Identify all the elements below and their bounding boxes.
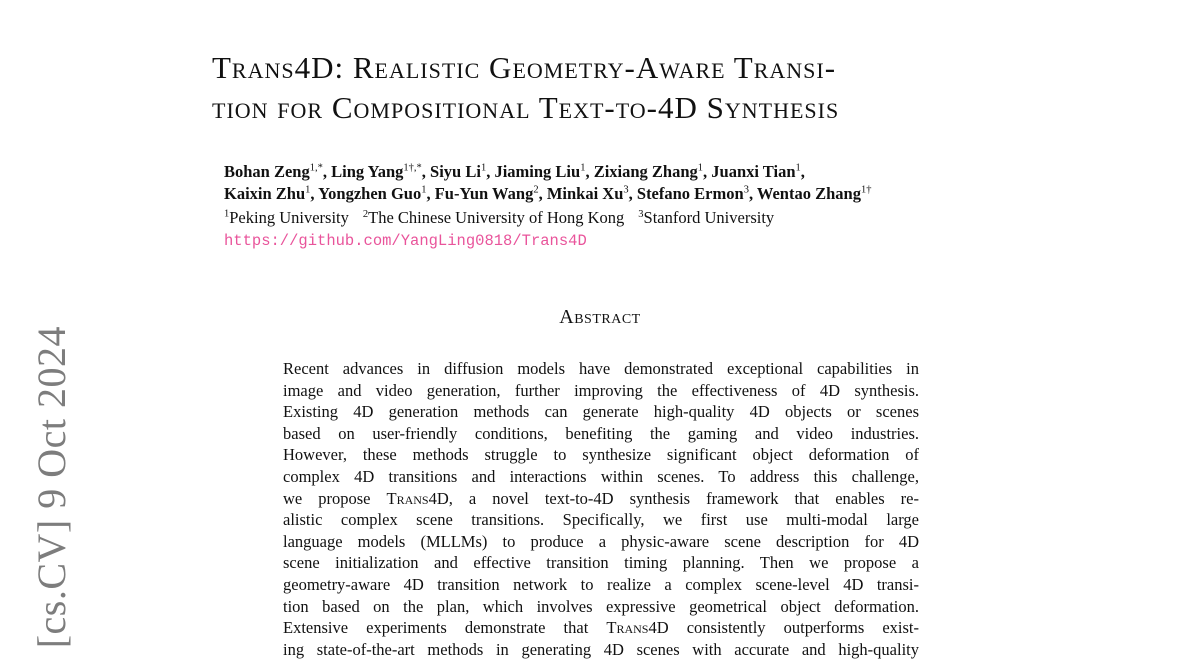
author-list: [224, 161, 1044, 205]
author-name: Ling Yang: [331, 162, 404, 181]
arxiv-identifier-text: [cs.CV] 9 Oct 2024: [28, 325, 74, 648]
author-name: Bohan Zeng: [224, 162, 310, 181]
affiliation-marker: 3: [638, 208, 644, 220]
author-name: Siyu Li: [430, 162, 481, 181]
author-separator: ,: [426, 184, 435, 203]
author-name: Kaixin Zhu: [224, 184, 306, 203]
abstract-line: Recent advances in diffusion models have demonstrated exceptional capabilities in: [283, 359, 919, 378]
author-separator: ,: [310, 184, 319, 203]
author-affiliation-marker: 1: [305, 184, 311, 196]
abstract-heading: Abstract: [559, 306, 641, 328]
author-affiliation-marker: 1: [697, 162, 704, 174]
author-name: Juanxi Tian: [711, 162, 796, 181]
author-separator: ,: [421, 162, 431, 181]
author-affiliation-marker: 1,*: [309, 162, 323, 174]
abstract-line: However, these methods struggle to synthesize significant object deformation of: [283, 445, 919, 465]
author-separator: ,: [628, 184, 637, 203]
author-name: Zixiang Zhang: [593, 162, 698, 181]
author-name: Wentao Zhang: [756, 184, 861, 203]
affiliation-name: The Chinese University of Hong Kong: [368, 208, 625, 227]
author-affiliation-marker: 1: [795, 162, 801, 174]
title-line-1: Trans4D: Realistic Geometry-Aware Transi-: [212, 50, 837, 85]
author-line-2: [224, 183, 1044, 205]
affiliation-marker: 2: [362, 208, 369, 220]
abstract-line: we propose Trans4D, a novel text-to-4D synthesis framework that enables re-: [283, 488, 919, 508]
affiliations: [224, 207, 774, 229]
author-affiliation-marker: 1†: [860, 184, 872, 196]
author-affiliation-marker: 1†,*: [403, 162, 422, 174]
abstract-line: scene initialization and effective transition timing planning. Then we propose a: [283, 553, 919, 573]
author-separator: ,: [538, 184, 547, 203]
author-line-1: [224, 161, 1044, 183]
author-affiliation-marker: 1: [580, 162, 586, 174]
abstract-line: based on user-friendly conditions, benefiting the gaming and video industries.: [283, 423, 919, 443]
author-affiliation-marker: 2: [533, 184, 539, 196]
author-affiliation-marker: 3: [623, 184, 629, 196]
abstract-line: Existing 4D generation methods can generate high-quality 4D objects or scenes: [283, 402, 919, 422]
author-separator: ,: [703, 162, 712, 181]
author-affiliation-marker: 3: [743, 184, 749, 196]
author-name: Minkai Xu: [546, 184, 624, 203]
abstract-line: alistic complex scene transitions. Specifically, we first use multi-modal large: [283, 510, 919, 530]
author-separator: ,: [800, 162, 805, 181]
author-separator: ,: [585, 162, 594, 181]
affiliation-name: Stanford University: [643, 208, 775, 227]
author-name: Jiaming Liu: [494, 162, 581, 181]
abstract-line: tion based on the plan, which involves expressive geometrical object deformation.: [283, 596, 919, 616]
abstract-line: geometry-aware 4D transition network to realize a complex scene-level 4D transi-: [283, 574, 919, 594]
abstract-line: complex 4D transitions and interactions within scenes. To address this challenge,: [283, 466, 919, 486]
author-separator: ,: [748, 184, 757, 203]
abstract-body: [283, 358, 919, 660]
abstract-line: Extensive experiments demonstrate that Trans4D consistently outperforms exist-: [283, 618, 919, 638]
author-name: Stefano Ermon: [636, 184, 744, 203]
paper-title: [212, 48, 1032, 128]
affiliation-name: Peking University: [229, 208, 349, 227]
abstract-line: language models (MLLMs) to produce a physic-aware scene description for 4D: [283, 531, 919, 551]
title-line-2: tion for Compositional Text-to-4D Synthesis: [212, 90, 840, 125]
author-name: Fu-Yun Wang: [434, 184, 534, 203]
author-name: Yongzhen Guo: [318, 184, 422, 203]
author-separator: ,: [322, 162, 332, 181]
code-repository-link[interactable]: https://github.com/YangLing0818/Trans4D: [224, 232, 587, 250]
author-affiliation-marker: 1: [421, 184, 427, 196]
abstract-line: image and video generation, further improving the effectiveness of 4D synthesis.: [283, 380, 919, 400]
abstract-line: ing state-of-the-art methods in generating 4D scenes with accurate and high-quality: [283, 639, 919, 659]
author-affiliation-marker: 1: [480, 162, 487, 174]
author-separator: ,: [486, 162, 495, 181]
affiliation-marker: 1: [224, 208, 230, 220]
